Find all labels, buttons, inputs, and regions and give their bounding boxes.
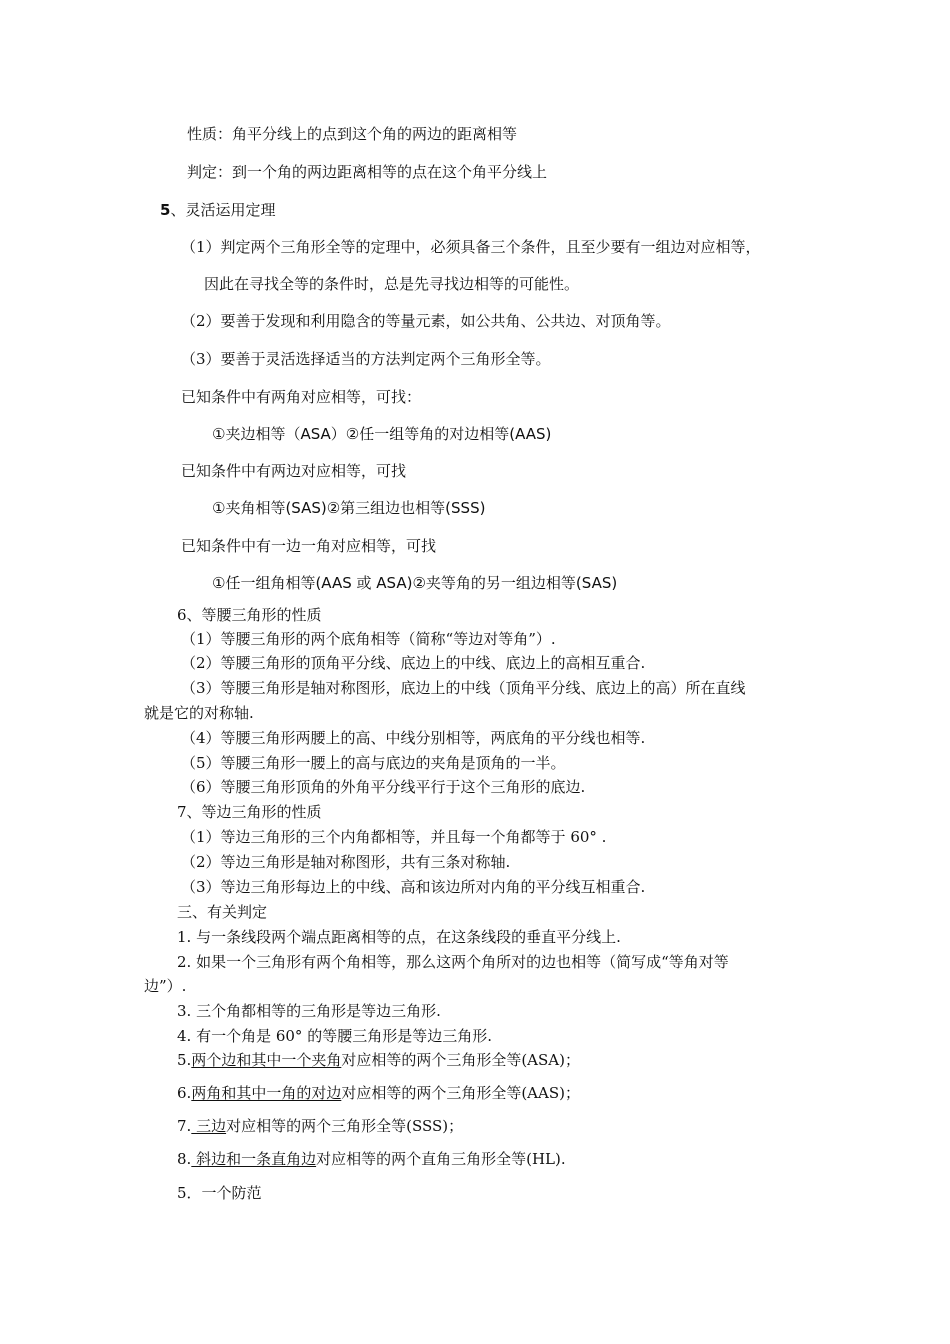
case-side-angle-options: ①任一组角相等(AAS 或 ASA)②夹等角的另一组边相等(SAS) [212,574,618,592]
criterion-7-rest: 对应相等的两个三角形全等(SSS)； [226,1117,464,1135]
isosceles-prop-6: （6）等腰三角形顶角的外角平分线平行于这个三角形的底边. [181,778,586,796]
section-three-heading: 三、有关判定 [177,903,268,921]
criterion-8 [177,1149,566,1169]
para-1-line-1: （1）判定两个三角形全等的定理中，必须具备三个条件，且至少要有一组边对应相等， [181,238,761,256]
criterion-7 [177,1116,463,1136]
section-5-number: 5 [160,201,171,219]
criterion-2-line-1: 2. 如果一个三角形有两个角相等，那么这两个角所对的边也相等（简写成“等角对等 [177,953,729,971]
isosceles-prop-4: （4）等腰三角形两腰上的高、中线分别相等，两底角的平分线也相等. [181,729,646,747]
isosceles-prop-3-line-2: 就是它的对称轴. [144,704,254,722]
criterion-4: 4. 有一个角是 60° 的等腰三角形是等边三角形. [177,1027,492,1045]
section-5-title: 、灵活运用定理 [170,201,276,219]
last-heading: 5．一个防范 [177,1184,262,1202]
criterion-6 [177,1083,580,1103]
isosceles-prop-2: （2）等腰三角形的顶角平分线、底边上的中线、底边上的高相互重合. [181,654,646,672]
criterion-5-rest: 对应相等的两个三角形全等(ASA)； [341,1051,580,1069]
criterion-7-number: 7. [177,1117,192,1135]
equilateral-prop-2: （2）等边三角形是轴对称图形，共有三条对称轴. [181,853,511,871]
criterion-5-number: 5. [177,1051,192,1069]
case-two-sides: 已知条件中有两边对应相等，可找 [181,462,407,480]
criterion-6-underlined: 两角和其中一角的对边 [191,1084,342,1102]
case-two-angles-options: ①夹边相等（ASA）②任一组等角的对边相等(AAS) [212,425,552,443]
equilateral-prop-1: （1）等边三角形的三个内角都相等，并且每一个角都等于 60° . [181,828,607,846]
section-5-heading [160,200,275,220]
criterion-8-underlined: 斜边和一条直角边 [191,1150,317,1168]
criterion-5 [177,1050,580,1070]
para-1-line-2: 因此在寻找全等的条件时，总是先寻找边相等的可能性。 [204,275,580,293]
case-side-angle: 已知条件中有一边一角对应相等，可找 [181,537,437,555]
section-7-heading: 7、等边三角形的性质 [177,803,322,821]
para-3: （3）要善于灵活选择适当的方法判定两个三角形全等。 [181,350,551,368]
isosceles-prop-1: （1）等腰三角形的两个底角相等（简称“等边对等角”）. [181,630,556,648]
case-two-angles: 已知条件中有两角对应相等，可找： [181,388,422,406]
criterion-8-number: 8. [177,1150,192,1168]
criterion-2-line-2: 边”）. [144,977,187,995]
criterion-5-underlined: 两个边和其中一个夹角 [191,1051,342,1069]
para-2: （2）要善于发现和利用隐含的等量元素，如公共角、公共边、对顶角等。 [181,312,671,330]
criterion-8-rest: 对应相等的两个直角三角形全等(HL). [316,1150,566,1168]
criterion-3: 3. 三个角都相等的三角形是等边三角形. [177,1002,441,1020]
case-two-sides-options: ①夹角相等(SAS)②第三组边也相等(SSS) [212,499,486,517]
criterion-7-underlined: 三边 [191,1117,227,1135]
equilateral-prop-3: （3）等边三角形每边上的中线、高和该边所对内角的平分线互相重合. [181,878,646,896]
judgement-line: 判定：到一个角的两边距离相等的点在这个角平分线上 [187,163,548,181]
section-6-heading: 6、等腰三角形的性质 [177,606,322,624]
property-line: 性质：角平分线上的点到这个角的两边的距离相等 [187,125,518,143]
criterion-6-rest: 对应相等的两个三角形全等(AAS)； [341,1084,580,1102]
criterion-6-number: 6. [177,1084,192,1102]
isosceles-prop-5: （5）等腰三角形一腰上的高与底边的夹角是顶角的一半。 [181,754,566,772]
isosceles-prop-3-line-1: （3）等腰三角形是轴对称图形，底边上的中线（顶角平分线、底边上的高）所在直线 [181,679,746,697]
criterion-1: 1. 与一条线段两个端点距离相等的点，在这条线段的垂直平分线上. [177,928,621,946]
